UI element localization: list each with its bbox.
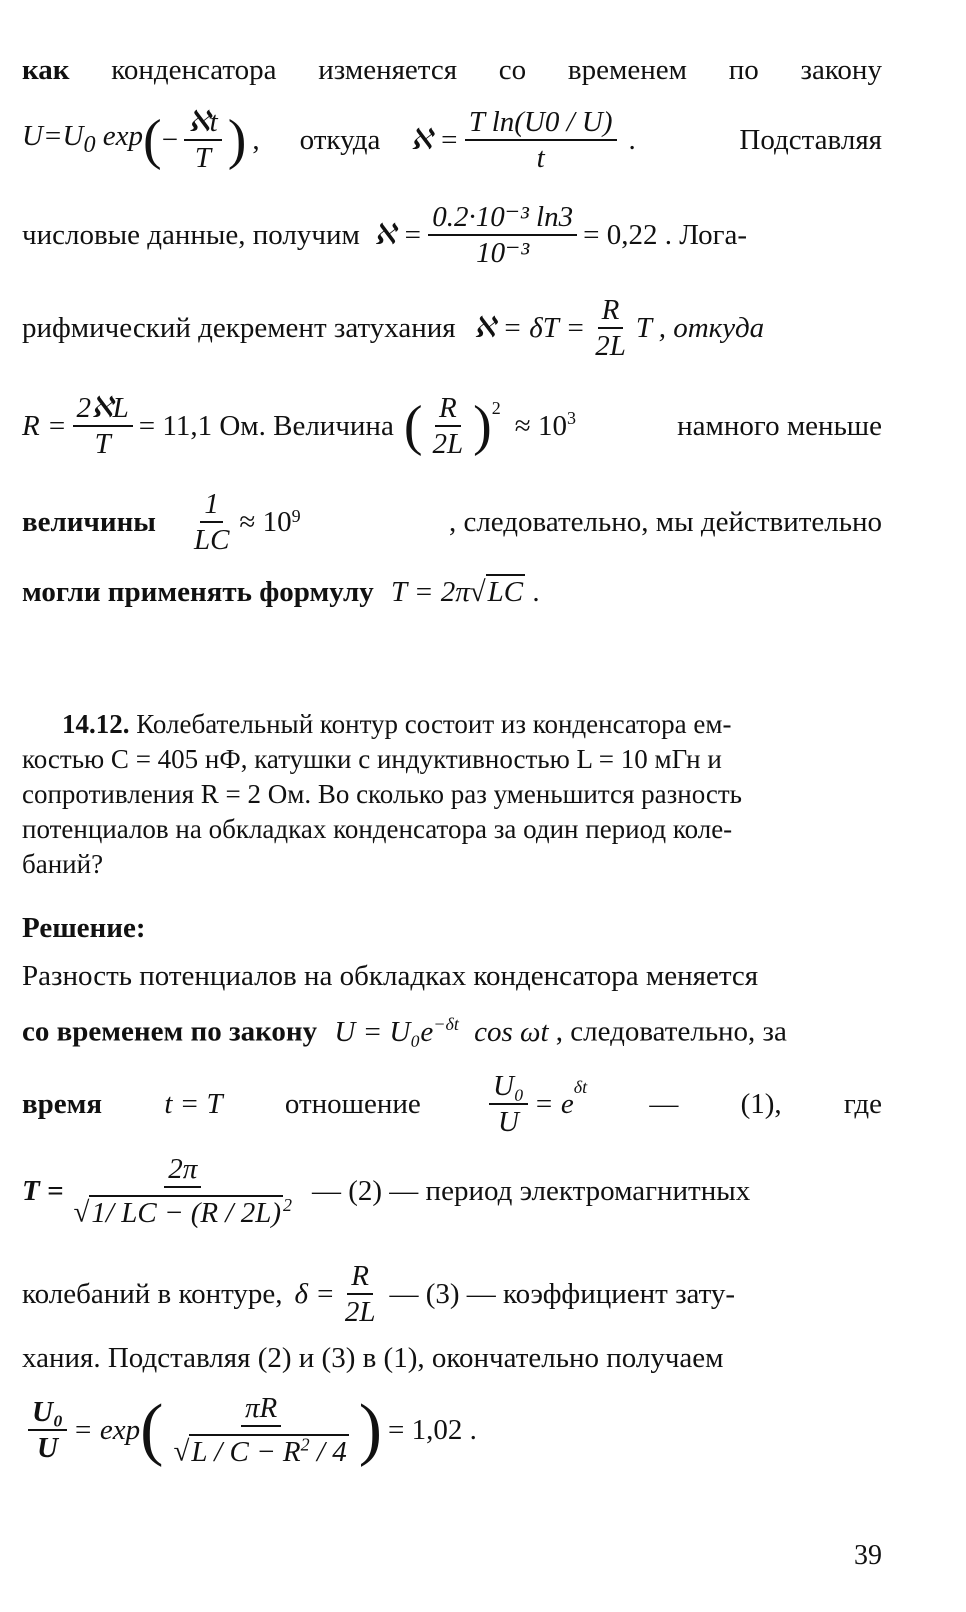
text: намного меньше — [677, 410, 882, 442]
formula-line-4 — [22, 288, 882, 368]
power: 9 — [291, 506, 301, 526]
paren-close: ) — [227, 109, 247, 171]
fraction: $\frac{R}{2L}$ — [432, 392, 464, 460]
result: = 0,22 . Лога- — [583, 219, 748, 251]
problem-line-2: костью C = 405 нФ, катушки с индуктивностью L = 10 мГн и — [22, 744, 722, 774]
fraction: $\frac{\pi R}{√L / C - R^2 / 4}$ — [173, 1392, 347, 1468]
approx: ≈ 10 — [514, 410, 567, 442]
fraction: $\frac{\text{2ℵL}}{T}$ — [73, 391, 133, 461]
text: рифмический декремент затухания — [22, 312, 456, 344]
aleph-eq: ℵ = — [373, 219, 423, 251]
text: , следовательно, мы действительно — [448, 506, 882, 538]
solution-line-3: время t = T отношение $\frac{\text{U₀}}{U}$ = e δt — (1), где — [22, 1070, 882, 1138]
word-podstavlyaya: Подставляя — [739, 124, 882, 156]
fraction: $\frac{1}{LC}$ — [193, 488, 230, 556]
fraction: $\frac{2\pi}{√1/ LC - (R / 2L) ^2}$ — [73, 1153, 292, 1229]
formula: U = U₀e — [334, 1015, 434, 1048]
page-number: 39 — [854, 1540, 882, 1571]
text: Колебательный контур состоит из конденсатора ем- — [136, 709, 732, 739]
fraction: $\frac{\text{U₀}}{U}$ — [489, 1069, 528, 1139]
formula-line-2: $U=U_0$ exp ( − $\frac{\text{ℵt}}{T}$ ) , откуда ℵ = $\frac{\text{T ln(U0 / U)}}{t}$ . Подставляя — [22, 106, 882, 174]
fraction: $\frac{R}{2L}$ — [595, 294, 626, 362]
problem-number: 14.12. — [62, 709, 130, 739]
problem-line-5: баний? — [22, 849, 104, 879]
solution-line-1: Разность потенциалов на обкладках конденсатора меняется — [22, 960, 759, 992]
formula-line-6 — [22, 482, 882, 562]
solution-line-5: колебаний в контуре, δ = $\frac{R}{2L}$ — (3) — коэффициент зату- — [22, 1260, 736, 1328]
fraction: $\frac{\text{0.2·10⁻³ ln3}}{\text{10⁻³}}$ — [428, 200, 577, 270]
aleph-eq: ℵ = — [410, 124, 459, 156]
solution-line-6: хания. Подставляя (2) и (3) в (1), окончательно получаем — [22, 1342, 724, 1374]
fraction: $\frac{R}{2L}$ — [344, 1260, 376, 1328]
power: 2 — [491, 398, 501, 418]
word: изменяется — [318, 54, 458, 86]
formula: T = 2π — [391, 576, 470, 608]
solution-heading: Решение: — [22, 912, 146, 944]
word: величины — [22, 506, 156, 538]
problem-line-3: сопротивления R = 2 Ом. Во сколько раз уменьшится разность — [22, 779, 742, 809]
approx: ≈ 10 — [239, 506, 292, 538]
formula-line-3 — [22, 192, 882, 278]
decrement-eq: ℵ = δT = — [473, 312, 586, 344]
formula-line-5: R = $\frac{\text{2ℵL}}{T}$ = 11,1 Ом. Величина ( $\frac{R}{2L}$ ) 2 ≈ 10 3 намного меньше — [22, 392, 882, 460]
tail: T , откуда — [635, 312, 765, 344]
r-eq: R = — [22, 410, 67, 442]
text-line-1 — [22, 52, 882, 88]
word: закону — [800, 54, 882, 86]
word: со — [498, 54, 527, 86]
sqrt-arg: LC — [487, 576, 524, 608]
word: временем — [567, 54, 687, 86]
word-otkuda: откуда — [299, 124, 381, 156]
paren-open: ( — [143, 109, 162, 171]
solution-line-4: T = $\frac{2\pi}{√1/ LC - (R / 2L) ^2}$ — (2) — период электромагнитных — [22, 1153, 751, 1229]
solution-line-2: со временем по закону $U = U_0e^{-\delta t}$ cos ωt , следовательно, за — [22, 1014, 787, 1048]
text: числовые данные, получим — [22, 219, 360, 251]
word: как — [22, 54, 70, 86]
formula-u: $U=U_0$ exp — [22, 119, 144, 158]
power: 3 — [566, 408, 576, 428]
word: конденсатора — [111, 54, 277, 86]
fraction: $\frac{\text{T ln(U0 / U)}}{t}$ — [465, 105, 617, 175]
text-line-7: могли применять формулу T = 2π√LC . — [22, 576, 540, 608]
text: = 11,1 Ом. Величина — [138, 410, 394, 442]
fraction: $\frac{\text{U₀}}{U}$ — [28, 1395, 67, 1465]
problem-line-4: потенциалов на обкладках конденсатора за один период коле- — [22, 814, 733, 844]
solution-line-7: $\frac{\text{U₀}}{U}$ = exp ( $\frac{\pi R}{√L / C - R^2 / 4}$ ) = 1,02 . — [22, 1380, 882, 1480]
word: по — [728, 54, 759, 86]
text: могли применять формулу — [22, 576, 374, 608]
fraction: $\frac{\text{ℵt}}{T}$ — [184, 105, 222, 175]
problem-line-1 — [22, 706, 882, 742]
